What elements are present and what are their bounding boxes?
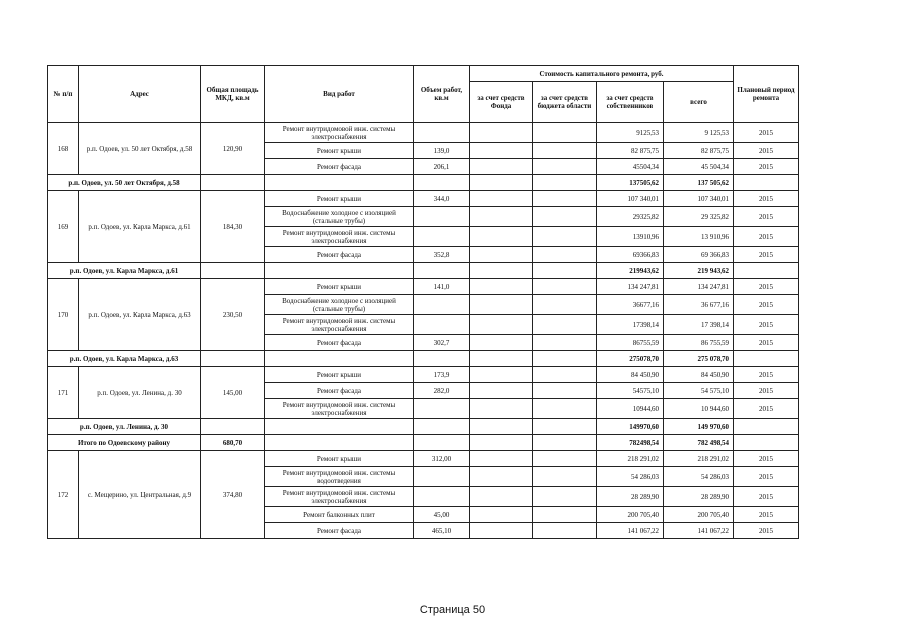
- budget-cell: [533, 467, 597, 487]
- total-cell: 9 125,53: [664, 123, 734, 143]
- work-type-cell: Ремонт фасада: [265, 335, 414, 351]
- work-type-cell: Ремонт балконных плит: [265, 507, 414, 523]
- address-cell: р.п. Одоев, ул. Ленина, д. 30: [79, 367, 201, 419]
- subtotal-area-cell: [201, 419, 265, 435]
- fund-cell: [470, 383, 533, 399]
- work-type-cell: Ремонт фасада: [265, 383, 414, 399]
- volume-cell: 344,0: [414, 191, 470, 207]
- subtotal-owners: 219943,62: [597, 263, 664, 279]
- period-cell: 2015: [734, 247, 799, 263]
- subtotal-owners: 149970,60: [597, 419, 664, 435]
- subtotal-label: р.п. Одоев, ул. 50 лет Октября, д.58: [48, 175, 201, 191]
- budget-cell: [533, 159, 597, 175]
- owners-cell: 86755,59: [597, 335, 664, 351]
- budget-cell: [533, 279, 597, 295]
- work-type-cell: Ремонт крыши: [265, 191, 414, 207]
- subtotal-total: 137 505,62: [664, 175, 734, 191]
- total-cell: 17 398,14: [664, 315, 734, 335]
- budget-cell: [533, 315, 597, 335]
- district-total-volume-cell: [414, 435, 470, 451]
- volume-cell: [414, 315, 470, 335]
- owners-cell: 10944,60: [597, 399, 664, 419]
- capital-repair-table: [47, 65, 799, 539]
- volume-cell: [414, 207, 470, 227]
- table-row: [48, 191, 799, 207]
- header-num: № п/п: [48, 66, 79, 123]
- header-volume: Объем работ, кв.м: [414, 66, 470, 123]
- subtotal-volume-cell: [414, 263, 470, 279]
- work-type-cell: Ремонт внутридомовой инж. системы электроснабжения: [265, 399, 414, 419]
- period-cell: 2015: [734, 523, 799, 539]
- total-cell: 13 910,96: [664, 227, 734, 247]
- total-cell: 218 291,02: [664, 451, 734, 467]
- owners-cell: 84 450,90: [597, 367, 664, 383]
- total-cell: 29 325,82: [664, 207, 734, 227]
- fund-cell: [470, 207, 533, 227]
- owners-cell: 17398,14: [597, 315, 664, 335]
- district-total-area: 680,70: [201, 435, 265, 451]
- subtotal-area-cell: [201, 263, 265, 279]
- subtotal-fund-cell: [470, 263, 533, 279]
- area-cell: 184,30: [201, 191, 265, 263]
- district-total-budget-cell: [533, 435, 597, 451]
- owners-cell: 107 340,01: [597, 191, 664, 207]
- subtotal-work-cell: [265, 351, 414, 367]
- fund-cell: [470, 523, 533, 539]
- volume-cell: 312,00: [414, 451, 470, 467]
- owners-cell: 45504,34: [597, 159, 664, 175]
- total-cell: 86 755,59: [664, 335, 734, 351]
- address-cell: р.п. Одоев, ул. Карла Маркса, д.63: [79, 279, 201, 351]
- total-cell: 54 286,03: [664, 467, 734, 487]
- row-number-cell: 171: [48, 367, 79, 419]
- owners-cell: 13910,96: [597, 227, 664, 247]
- work-type-cell: Ремонт крыши: [265, 279, 414, 295]
- owners-cell: 200 705,40: [597, 507, 664, 523]
- budget-cell: [533, 335, 597, 351]
- budget-cell: [533, 487, 597, 507]
- address-cell: р.п. Одоев, ул. Карла Маркса, д.61: [79, 191, 201, 263]
- total-cell: 36 677,16: [664, 295, 734, 315]
- header-fund: за счет средств Фонда: [470, 82, 533, 123]
- period-cell: 2015: [734, 367, 799, 383]
- area-cell: 230,50: [201, 279, 265, 351]
- subtotal-fund-cell: [470, 175, 533, 191]
- period-cell: 2015: [734, 123, 799, 143]
- work-type-cell: Ремонт крыши: [265, 367, 414, 383]
- header-total: всего: [664, 82, 734, 123]
- owners-cell: 134 247,81: [597, 279, 664, 295]
- table-row: [48, 367, 799, 383]
- subtotal-period-cell: [734, 263, 799, 279]
- header-budget: за счет средств бюджета области: [533, 82, 597, 123]
- volume-cell: [414, 227, 470, 247]
- owners-cell: 9125,53: [597, 123, 664, 143]
- work-type-cell: Ремонт внутридомовой инж. системы электроснабжения: [265, 487, 414, 507]
- fund-cell: [470, 335, 533, 351]
- subtotal-work-cell: [265, 175, 414, 191]
- work-type-cell: Водоснабжение холодное с изоляцией (стальные трубы): [265, 207, 414, 227]
- table-body: [48, 123, 799, 539]
- district-total-period-cell: [734, 435, 799, 451]
- volume-cell: [414, 487, 470, 507]
- header-owners: за счет средств собственников: [597, 82, 664, 123]
- fund-cell: [470, 507, 533, 523]
- fund-cell: [470, 227, 533, 247]
- fund-cell: [470, 159, 533, 175]
- subtotal-budget-cell: [533, 419, 597, 435]
- fund-cell: [470, 143, 533, 159]
- volume-cell: [414, 399, 470, 419]
- header-cost-group: Стоимость капитального ремонта, руб.: [470, 66, 734, 82]
- total-cell: 200 705,40: [664, 507, 734, 523]
- subtotal-area-cell: [201, 351, 265, 367]
- subtotal-period-cell: [734, 351, 799, 367]
- district-total-fund-cell: [470, 435, 533, 451]
- fund-cell: [470, 123, 533, 143]
- subtotal-work-cell: [265, 263, 414, 279]
- owners-cell: 141 067,22: [597, 523, 664, 539]
- period-cell: 2015: [734, 279, 799, 295]
- volume-cell: [414, 467, 470, 487]
- total-cell: 134 247,81: [664, 279, 734, 295]
- total-cell: 54 575,10: [664, 383, 734, 399]
- district-total-work-cell: [265, 435, 414, 451]
- volume-cell: [414, 295, 470, 315]
- volume-cell: 206,1: [414, 159, 470, 175]
- district-total-label: Итого по Одоевскому району: [48, 435, 201, 451]
- budget-cell: [533, 247, 597, 263]
- period-cell: 2015: [734, 143, 799, 159]
- work-type-cell: Ремонт внутридомовой инж. системы электроснабжения: [265, 227, 414, 247]
- header-address: Адрес: [79, 66, 201, 123]
- period-cell: 2015: [734, 451, 799, 467]
- budget-cell: [533, 191, 597, 207]
- total-cell: 45 504,34: [664, 159, 734, 175]
- row-number-cell: 172: [48, 451, 79, 539]
- volume-cell: 141,0: [414, 279, 470, 295]
- subtotal-owners: 137505,62: [597, 175, 664, 191]
- period-cell: 2015: [734, 467, 799, 487]
- total-cell: 82 875,75: [664, 143, 734, 159]
- subtotal-volume-cell: [414, 175, 470, 191]
- subtotal-row: [48, 351, 799, 367]
- district-total-total: 782 498,54: [664, 435, 734, 451]
- owners-cell: 28 289,90: [597, 487, 664, 507]
- area-cell: 120,90: [201, 123, 265, 175]
- page-number: Страница 50: [419, 604, 486, 616]
- owners-cell: 69366,83: [597, 247, 664, 263]
- period-cell: 2015: [734, 159, 799, 175]
- fund-cell: [470, 279, 533, 295]
- budget-cell: [533, 123, 597, 143]
- period-cell: 2015: [734, 383, 799, 399]
- subtotal-total: 149 970,60: [664, 419, 734, 435]
- budget-cell: [533, 207, 597, 227]
- subtotal-budget-cell: [533, 175, 597, 191]
- fund-cell: [470, 315, 533, 335]
- period-cell: 2015: [734, 295, 799, 315]
- subtotal-fund-cell: [470, 351, 533, 367]
- table-row: [48, 123, 799, 143]
- header-area: Общая площадь МКД, кв.м: [201, 66, 265, 123]
- subtotal-budget-cell: [533, 351, 597, 367]
- fund-cell: [470, 191, 533, 207]
- fund-cell: [470, 295, 533, 315]
- budget-cell: [533, 227, 597, 247]
- budget-cell: [533, 367, 597, 383]
- header-period: Плановый период ремонта: [734, 66, 799, 123]
- work-type-cell: Ремонт внутридомовой инж. системы электроснабжения: [265, 315, 414, 335]
- period-cell: 2015: [734, 507, 799, 523]
- volume-cell: 352,8: [414, 247, 470, 263]
- budget-cell: [533, 399, 597, 419]
- volume-cell: 282,0: [414, 383, 470, 399]
- subtotal-total: 275 078,70: [664, 351, 734, 367]
- subtotal-label: р.п. Одоев, ул. Карла Маркса, д.63: [48, 351, 201, 367]
- owners-cell: 36677,16: [597, 295, 664, 315]
- work-type-cell: Ремонт внутридомовой инж. системы электроснабжения: [265, 123, 414, 143]
- subtotal-volume-cell: [414, 419, 470, 435]
- period-cell: 2015: [734, 487, 799, 507]
- subtotal-row: [48, 263, 799, 279]
- table-row: [48, 279, 799, 295]
- work-type-cell: Ремонт фасада: [265, 247, 414, 263]
- total-cell: 28 289,90: [664, 487, 734, 507]
- row-number-cell: 169: [48, 191, 79, 263]
- total-cell: 84 450,90: [664, 367, 734, 383]
- owners-cell: 29325,82: [597, 207, 664, 227]
- fund-cell: [470, 247, 533, 263]
- work-type-cell: Ремонт крыши: [265, 143, 414, 159]
- budget-cell: [533, 383, 597, 399]
- table-row: [48, 451, 799, 467]
- subtotal-area-cell: [201, 175, 265, 191]
- work-type-cell: Ремонт крыши: [265, 451, 414, 467]
- volume-cell: 173,9: [414, 367, 470, 383]
- work-type-cell: Ремонт фасада: [265, 523, 414, 539]
- fund-cell: [470, 451, 533, 467]
- subtotal-owners: 275078,70: [597, 351, 664, 367]
- address-cell: р.п. Одоев, ул. 50 лет Октября, д.58: [79, 123, 201, 175]
- subtotal-fund-cell: [470, 419, 533, 435]
- work-type-cell: Ремонт внутридомовой инж. системы водоотведения: [265, 467, 414, 487]
- period-cell: 2015: [734, 315, 799, 335]
- district-total-row: [48, 435, 799, 451]
- fund-cell: [470, 487, 533, 507]
- subtotal-period-cell: [734, 175, 799, 191]
- subtotal-row: [48, 175, 799, 191]
- budget-cell: [533, 523, 597, 539]
- subtotal-total: 219 943,62: [664, 263, 734, 279]
- volume-cell: 302,7: [414, 335, 470, 351]
- period-cell: 2015: [734, 399, 799, 419]
- subtotal-volume-cell: [414, 351, 470, 367]
- owners-cell: 218 291,02: [597, 451, 664, 467]
- period-cell: 2015: [734, 207, 799, 227]
- header-work-type: Вид работ: [265, 66, 414, 123]
- period-cell: 2015: [734, 227, 799, 247]
- total-cell: 141 067,22: [664, 523, 734, 539]
- volume-cell: 465,10: [414, 523, 470, 539]
- fund-cell: [470, 367, 533, 383]
- subtotal-label: р.п. Одоев, ул. Ленина, д. 30: [48, 419, 201, 435]
- owners-cell: 54 286,03: [597, 467, 664, 487]
- subtotal-budget-cell: [533, 263, 597, 279]
- subtotal-period-cell: [734, 419, 799, 435]
- work-type-cell: Водоснабжение холодное с изоляцией (стальные трубы): [265, 295, 414, 315]
- budget-cell: [533, 451, 597, 467]
- volume-cell: [414, 123, 470, 143]
- owners-cell: 54575,10: [597, 383, 664, 399]
- budget-cell: [533, 143, 597, 159]
- budget-cell: [533, 507, 597, 523]
- volume-cell: 45,00: [414, 507, 470, 523]
- district-total-owners: 782498,54: [597, 435, 664, 451]
- volume-cell: 139,0: [414, 143, 470, 159]
- total-cell: 10 944,60: [664, 399, 734, 419]
- row-number-cell: 168: [48, 123, 79, 175]
- subtotal-row: [48, 419, 799, 435]
- subtotal-label: р.п. Одоев, ул. Карла Маркса, д.61: [48, 263, 201, 279]
- row-number-cell: 170: [48, 279, 79, 351]
- owners-cell: 82 875,75: [597, 143, 664, 159]
- fund-cell: [470, 467, 533, 487]
- work-type-cell: Ремонт фасада: [265, 159, 414, 175]
- area-cell: 374,80: [201, 451, 265, 539]
- address-cell: с. Мещерино, ул. Центральная, д.9: [79, 451, 201, 539]
- total-cell: 69 366,83: [664, 247, 734, 263]
- period-cell: 2015: [734, 335, 799, 351]
- budget-cell: [533, 295, 597, 315]
- fund-cell: [470, 399, 533, 419]
- subtotal-work-cell: [265, 419, 414, 435]
- period-cell: 2015: [734, 191, 799, 207]
- total-cell: 107 340,01: [664, 191, 734, 207]
- area-cell: 145,00: [201, 367, 265, 419]
